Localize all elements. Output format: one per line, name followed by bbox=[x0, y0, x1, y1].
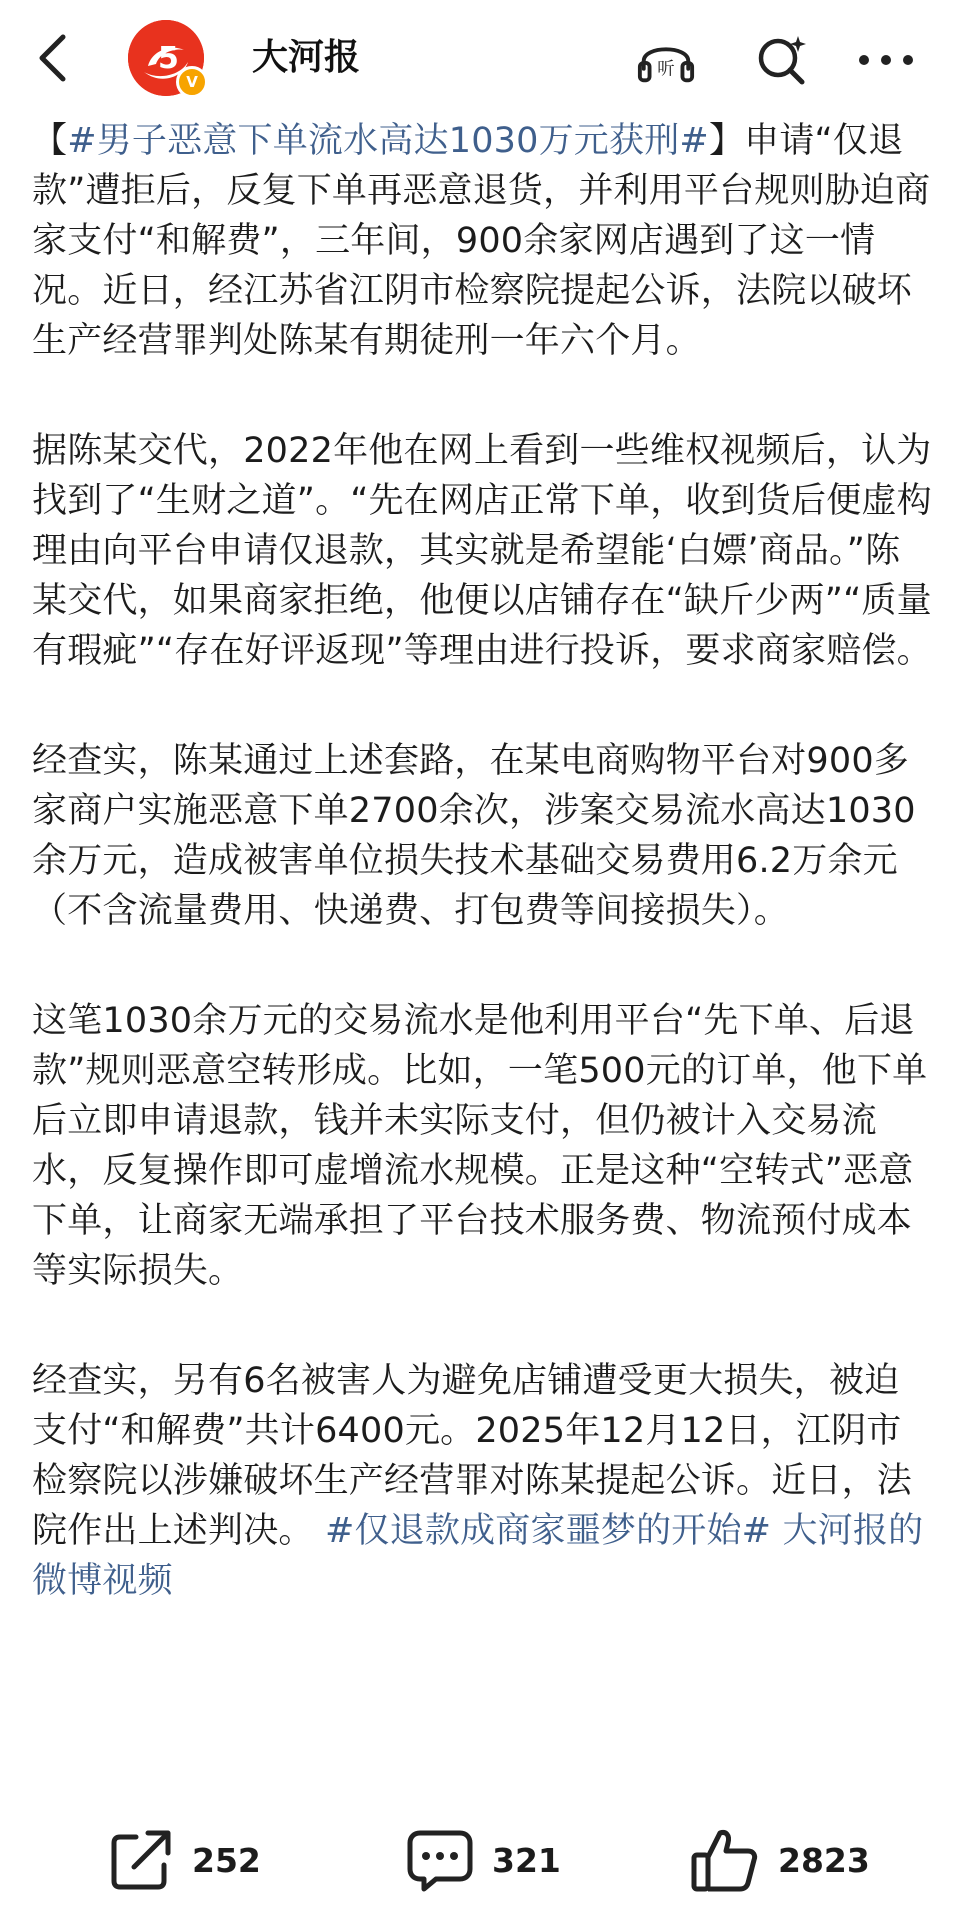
paragraph-1 bbox=[32, 116, 932, 366]
share-count: 252 bbox=[192, 1840, 261, 1880]
back-button[interactable] bbox=[30, 28, 74, 88]
paragraph-5-text: 经查实，另有6名被害人为避免店铺遭受更大损失，被迫支付“和解费”共计6400元。2025年12月12日，江阴市检察院以涉嫌破坏生产经营罪对陈某提起公诉。近日，法院作出上述判决。 bbox=[32, 1361, 913, 1551]
content-fade bbox=[0, 1700, 958, 1800]
more-button[interactable] bbox=[856, 30, 916, 90]
more-icon bbox=[856, 50, 916, 70]
paragraph-2: 据陈某交代，2022年他在网上看到一些维权视频后，认为找到了“生财之道”。“先在网店正常下单，收到货后便虚构理由向平台申请仅退款，其实就是希望能‘白嫖’商品。”陈某交代，如果商家拒绝，他便以店铺存在“缺斤少两”“质量有瑕疵”“存在好评返现”等理由进行投诉，要求商家赔偿。 bbox=[32, 431, 932, 671]
like-button[interactable] bbox=[690, 1820, 870, 1900]
bracket-open: 【 bbox=[32, 121, 68, 161]
listen-button[interactable] bbox=[636, 30, 696, 90]
topic-hashtag-link[interactable]: #男子恶意下单流水高达1030万元获刑# bbox=[67, 121, 709, 161]
like-count: 2823 bbox=[778, 1840, 870, 1880]
paragraph-1-text: 申请“仅退款”遭拒后，反复下单再恶意退货，并利用平台规则胁迫商家支付“和解费”，三年间，900余家网店遇到了这一情况。近日，经江苏省江阴市检察院提起公诉，法院以破坏生产经营罪判处陈某有期徒刑一年六个月。 bbox=[32, 121, 931, 361]
comment-icon bbox=[406, 1827, 474, 1893]
back-arrow-icon bbox=[37, 33, 67, 83]
thumbs-up-icon bbox=[690, 1827, 760, 1893]
ai-search-icon bbox=[754, 32, 810, 88]
paragraph-3: 经查实，陈某通过上述套路，在某电商购物平台对900多家商户实施恶意下单2700余次，涉案交易流水高达1030余万元，造成被害单位损失技术基础交易费用6.2万余元（不含流量费用、快递费、打包费等间接损失）。 bbox=[32, 741, 916, 931]
listen-glyph: 听 bbox=[657, 59, 675, 80]
hashtag-2-visible: #仅退款成 bbox=[324, 1511, 496, 1551]
share-button[interactable] bbox=[108, 1820, 261, 1900]
bracket-close: 】 bbox=[708, 121, 745, 161]
account-avatar[interactable] bbox=[128, 20, 204, 96]
bottom-action-bar bbox=[0, 1800, 958, 1920]
top-bar bbox=[0, 0, 958, 116]
account-name[interactable]: 大河报 bbox=[252, 37, 361, 78]
logo-text: 5 bbox=[158, 41, 179, 76]
share-icon bbox=[108, 1827, 174, 1893]
ai-search-button[interactable] bbox=[752, 30, 812, 90]
listen-icon bbox=[636, 33, 696, 87]
comment-button[interactable] bbox=[406, 1820, 561, 1900]
paragraph-4: 这笔1030余万元的交易流水是他利用平台“先下单、后退款”规则恶意空转形成。比如，一笔500元的订单，他下单后立即申请退款，钱并未实际支付，但仍被计入交易流水，反复操作即可虚增流水规模。正是这种“空转式”恶意下单，让商家无端承担了平台技术服务费、物流预付成本等实际损失。 bbox=[32, 1001, 928, 1291]
article-body bbox=[32, 116, 932, 1798]
paragraph-5 bbox=[32, 1356, 932, 1606]
verified-badge: V bbox=[176, 66, 208, 98]
hashtag-2-cut: 商家噩梦的开始# 大河报的微博视频 bbox=[32, 1511, 924, 1601]
comment-count: 321 bbox=[492, 1840, 561, 1880]
